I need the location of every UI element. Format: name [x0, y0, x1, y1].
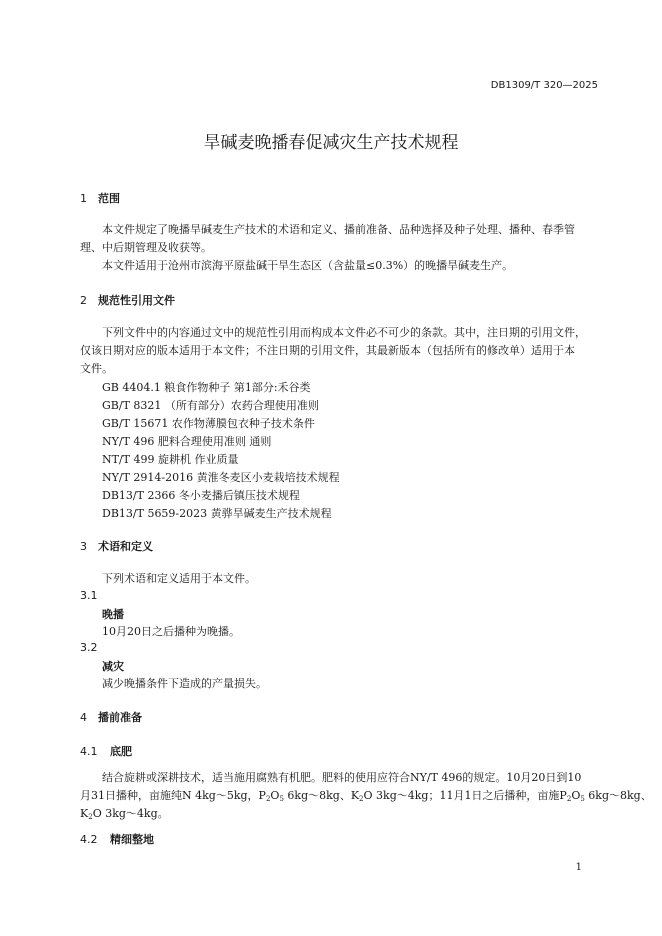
section-1-paragraph-1-line-2: 理、中后期管理及收获等。 — [80, 241, 212, 254]
section-title: 范围 — [98, 192, 120, 205]
section-3-heading — [80, 538, 153, 554]
section-number: 3 — [80, 540, 87, 553]
term-number: 3.2 — [80, 641, 98, 654]
text: 月31日播种，亩施纯N 4kg～5kg，P — [80, 789, 266, 802]
page-number: 1 — [575, 862, 582, 873]
text: 6kg～8kg、 — [584, 789, 652, 802]
section-1-heading — [80, 190, 120, 206]
subsection-number: 4.1 — [80, 745, 98, 758]
document-title: 旱碱麦晚播春促减灾生产技术规程 — [203, 133, 459, 153]
reference-item: GB 4404.1 粮食作物种子 第1部分:禾谷类 — [102, 381, 311, 394]
subscript: 2 — [359, 795, 364, 803]
section-number: 1 — [80, 192, 87, 205]
reference-item: DB13/T 5659-2023 黄骅旱碱麦生产技术规程 — [102, 507, 332, 520]
reference-item: GB/T 8321 （所有部分）农药合理使用准则 — [102, 399, 319, 412]
section-number: 4 — [80, 711, 87, 724]
subscript: 2 — [88, 813, 93, 821]
term-title: 减灾 — [102, 660, 124, 673]
section-2-paragraph-line-3: 文件。 — [80, 362, 113, 375]
section-2-paragraph-line-2: 仅该日期对应的版本适用于本文件；不注日期的引用文件，其最新版本（包括所有的修改单）适用于本 — [80, 344, 575, 357]
section-title: 规范性引用文件 — [98, 294, 175, 307]
section-number: 2 — [80, 294, 87, 307]
reference-item: NY/T 496 肥料合理使用准则 通则 — [102, 435, 272, 448]
subsection-4-1-line-3 — [80, 805, 169, 826]
subscript: 5 — [279, 795, 284, 803]
subsection-4-2-heading — [80, 831, 154, 847]
term-title: 晚播 — [102, 608, 124, 621]
text: O — [270, 789, 280, 802]
subsection-4-1-heading — [80, 743, 132, 759]
reference-item: GB/T 15671 农作物薄膜包衣种子技术条件 — [102, 417, 315, 430]
term-number: 3.1 — [80, 589, 98, 602]
subscript: 2 — [265, 795, 271, 803]
section-title: 术语和定义 — [98, 540, 153, 553]
reference-item: DB13/T 2366 冬小麦播后镇压技术规程 — [102, 489, 300, 502]
reference-item: NY/T 2914-2016 黄淮冬麦区小麦栽培技术规程 — [102, 471, 340, 484]
standard-code: DB1309/T 320—2025 — [490, 80, 598, 91]
subsection-4-1-line-1: 结合旋耕或深耕技术，适当施用腐熟有机肥。肥料的使用应符合NY/T 496的规定。10月20日到10 — [102, 771, 582, 784]
reference-item: NT/T 499 旋耕机 作业质量 — [102, 453, 239, 466]
text: K — [80, 807, 89, 820]
subscript: 2 — [566, 795, 572, 803]
subsection-title: 底肥 — [110, 745, 132, 758]
section-1-paragraph-1-line-1: 本文件规定了晚播旱碱麦生产技术的术语和定义、播前准备、品种选择及种子处理、播种、春季管 — [102, 223, 575, 236]
text: O 3kg～4kg；11月1日之后播种，亩施P — [363, 789, 567, 802]
text: 6kg～8kg、K — [283, 789, 360, 802]
section-title: 播前准备 — [98, 711, 142, 724]
term-definition: 10月20日之后播种为晚播。 — [102, 625, 240, 638]
term-definition: 减少晚播条件下造成的产量损失。 — [102, 677, 267, 690]
subsection-number: 4.2 — [80, 833, 98, 846]
subscript: 5 — [580, 795, 585, 803]
section-4-heading — [80, 709, 142, 725]
section-1-paragraph-2: 本文件适用于沧州市滨海平原盐碱干旱生态区（含盐量≤0.3%）的晚播旱碱麦生产。 — [102, 259, 514, 272]
section-2-heading — [80, 292, 175, 308]
text: O — [571, 789, 581, 802]
text: O 3kg～4kg。 — [92, 807, 169, 820]
section-2-paragraph-line-1: 下列文件中的内容通过文中的规范性引用而构成本文件必不可少的条款。其中，注日期的引用文件， — [102, 326, 586, 339]
section-3-intro: 下列术语和定义适用于本文件。 — [102, 572, 256, 585]
subsection-title: 精细整地 — [110, 833, 154, 846]
